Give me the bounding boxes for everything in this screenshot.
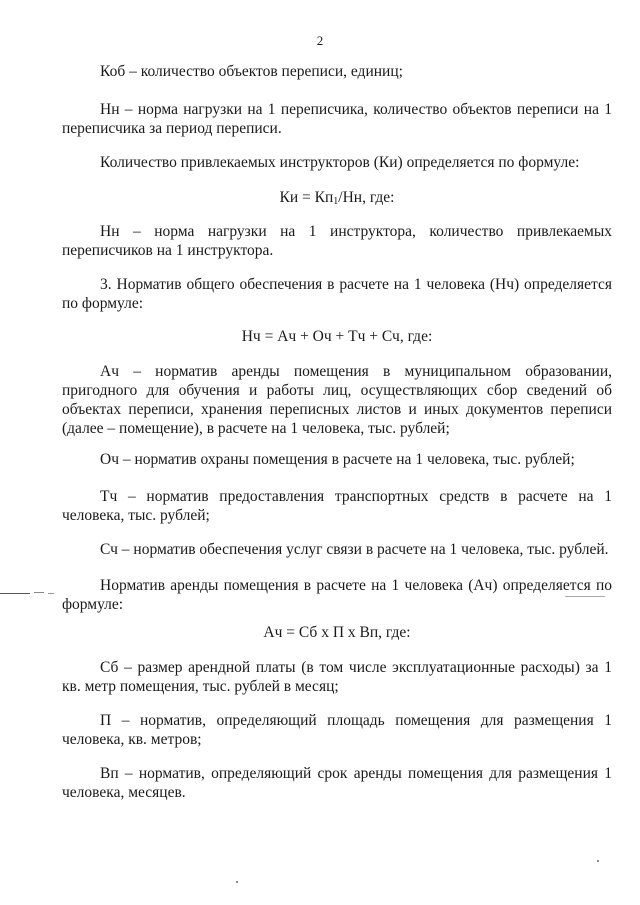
formula-general-norm: Нч = Ач + Оч + Тч + Сч, где: bbox=[241, 328, 433, 345]
scan-dot-1 bbox=[597, 860, 599, 862]
formula-instructors-subscript: 1 bbox=[333, 196, 339, 207]
paragraph-p-definition: П – норматив, определяющий площадь помещения для размещения 1 человека, кв. метров; bbox=[62, 712, 612, 748]
paragraph-nn-census-taker: Нн – норма нагрузки на 1 переписчика, количество объектов переписи на 1 переписчика за период переписи. bbox=[62, 101, 612, 137]
scan-dot-2 bbox=[236, 881, 238, 883]
formula-instructors bbox=[62, 188, 612, 207]
paragraph-kob: Коб – количество объектов переписи, единиц; bbox=[100, 63, 403, 80]
paragraph-rent-norm-intro: Норматив аренды помещения в расчете на 1 человека (Ач) определяется по формуле: bbox=[62, 577, 612, 613]
scan-mark-left-2 bbox=[34, 592, 44, 593]
paragraph-section-3: 3. Норматив общего обеспечения в расчете на 1 человека (Нч) определяется по формуле: bbox=[62, 276, 612, 312]
paragraph-och-definition: Оч – норматив охраны помещения в расчете на 1 человека, тыс. рублей; bbox=[100, 451, 575, 468]
paragraph-sb-definition: Сб – размер арендной платы (в том числе эксплуатационные расходы) за 1 кв. метр помещения, тыс. рублей в месяц; bbox=[62, 659, 612, 695]
scan-mark-right bbox=[565, 596, 605, 597]
paragraph-ach-definition: Ач – норматив аренды помещения в муниципальном образовании, пригодного для обучения и работы лиц, осуществляющих сбор сведений об объектах переписи, хранения переписных листов и иных документов переписи (далее – помещение), в расчете на 1 человека, тыс. рублей; bbox=[62, 363, 612, 437]
scan-mark-left bbox=[0, 593, 30, 594]
formula-instructors-part-a: Ки = Кп bbox=[279, 189, 334, 206]
paragraph-nn-instructor: Нн – норма нагрузки на 1 инструктора, количество привлекаемых переписчиков на 1 инструктора. bbox=[62, 223, 612, 259]
paragraph-instructors-intro: Количество привлекаемых инструкторов (Ки) определяется по формуле: bbox=[100, 154, 580, 171]
paragraph-sch-definition: Сч – норматив обеспечения услуг связи в расчете на 1 человека, тыс. рублей. bbox=[100, 541, 609, 558]
paragraph-tch-definition: Тч – норматив предоставления транспортных средств в расчете на 1 человека, тыс. рублей; bbox=[62, 488, 612, 524]
formula-instructors-part-b: /Нн, где: bbox=[338, 189, 395, 206]
paragraph-vp-definition: Вп – норматив, определяющий срок аренды помещения для размещения 1 человека, месяцев. bbox=[62, 765, 612, 801]
scan-mark-left-3 bbox=[48, 593, 54, 594]
formula-rent-norm: Ач = Сб х П х Вп, где: bbox=[263, 624, 411, 641]
page-number: 2 bbox=[316, 33, 324, 48]
